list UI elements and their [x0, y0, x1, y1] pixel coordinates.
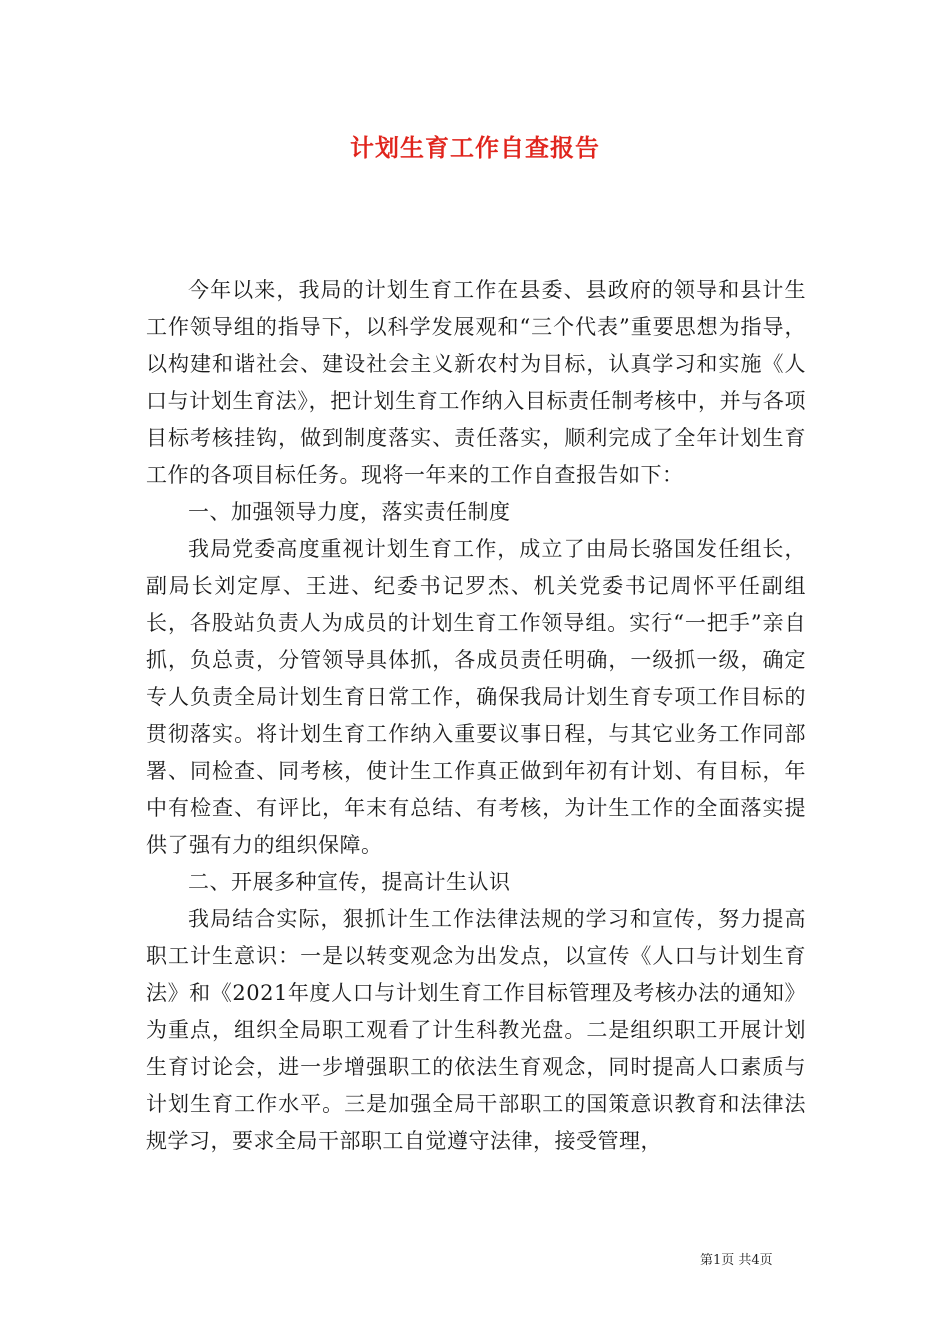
section-1-paragraph: 我局党委高度重视计划生育工作，成立了由局长骆国发任组长，副局长刘定厚、王进、纪委书记罗杰、机关党委书记周怀平任副组长，各股站负责人为成员的计划生育工作领导组。实行“一把手”亲自抓，负总责，分管领导具体抓，各成员责任明确，一级抓一级，确定专人负责全局计划生育日常工作，确保我局计划生育专项工作目标的贯彻落实。将计划生育工作纳入重要议事日程，与其它业务工作同部署、同检查、同考核，使计生工作真正做到年初有计划、有目标，年中有检查、有评比，年末有总结、有考核，为计生工作的全面落实提供了强有力的组织保障。 [146, 537, 806, 857]
page-number: 第1页 共4页 [700, 1253, 773, 1268]
intro-paragraph: 今年以来，我局的计划生育工作在县委、县政府的领导和县计生工作领导组的指导下，以科学发展观和“三个代表”重要思想为指导，以构建和谐社会、建设社会主义新农村为目标，认真学习和实施《人口与计划生育法》，把计划生育工作纳入目标责任制考核中，并与各项目标考核挂钩，做到制度落实、责任落实，顺利完成了全年计划生育工作的各项目标任务。现将一年来的工作自查报告如下： [146, 278, 806, 487]
section-heading-1: 一、加强领导力度，落实责任制度 [188, 500, 511, 524]
document-body [146, 272, 806, 1160]
document-title: 计划生育工作自查报告 [350, 133, 600, 162]
section-2-paragraph: 我局结合实际，狠抓计生工作法律法规的学习和宣传，努力提高职工计生意识：一是以转变观念为出发点，以宣传《人口与计划生育法》和《2021年度人口与计划生育工作目标管理及考核办法的通知》为重点，组织全局职工观看了计生科教光盘。二是组织职工开展计划生育讨论会，进一步增强职工的依法生育观念，同时提高人口素质与计划生育工作水平。三是加强全局干部职工的国策意识教育和法律法规学习，要求全局干部职工自觉遵守法律，接受管理， [146, 907, 806, 1153]
section-heading-2: 二、开展多种宣传，提高计生认识 [188, 870, 511, 894]
